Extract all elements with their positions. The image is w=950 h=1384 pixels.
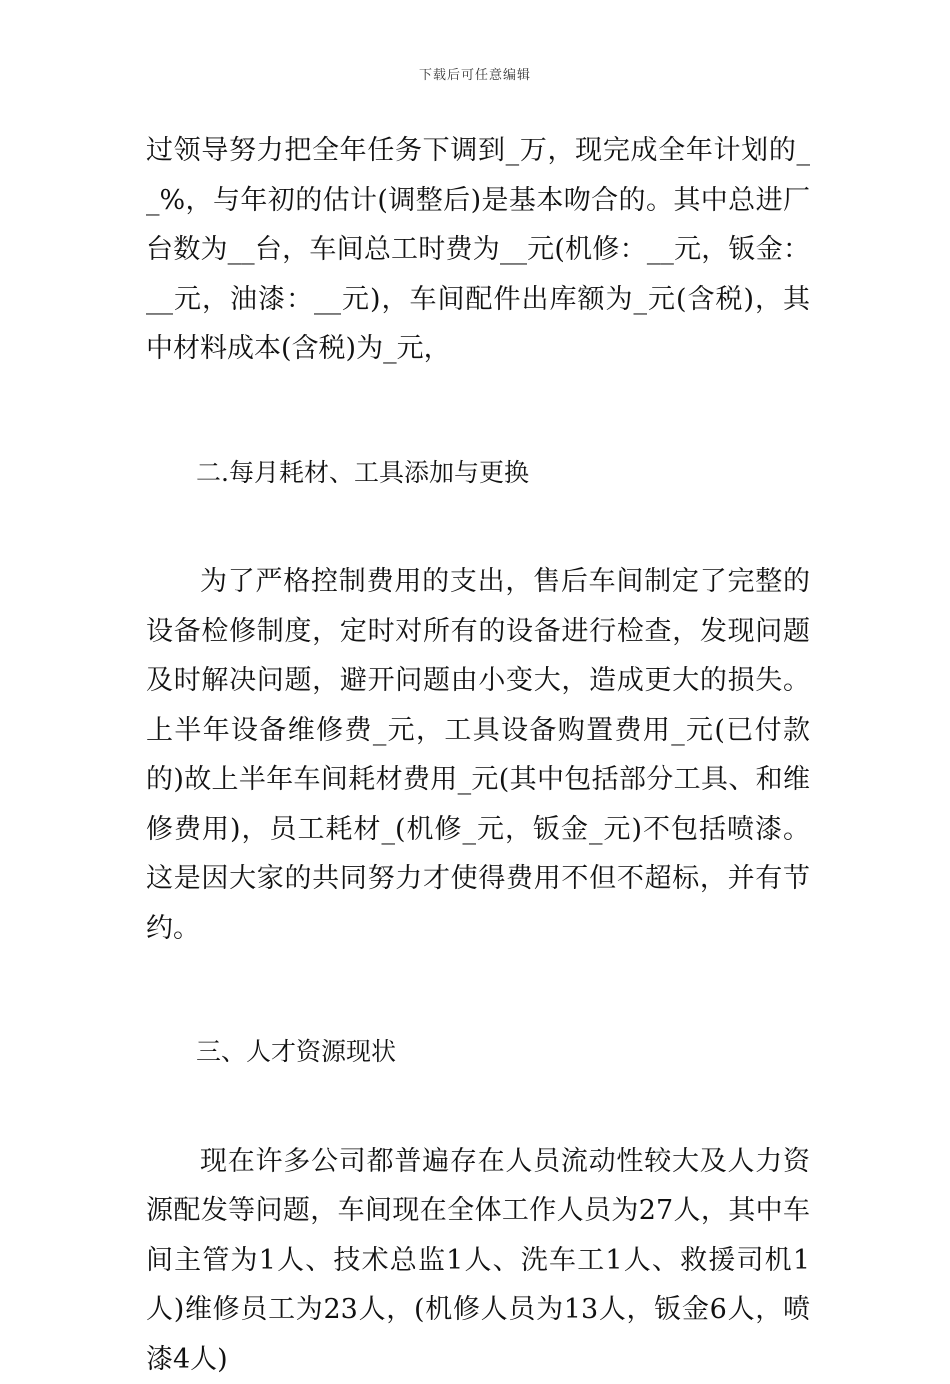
spacer xyxy=(146,1077,810,1137)
spacer xyxy=(146,497,810,557)
paragraph-consumables: 为了严格控制费用的支出，售后车间制定了完整的设备检修制度，定时对所有的设备进行检查，发现问题及时解决问题，避开问题由小变大，造成更大的损失。上半年设备维修费_元，工具设备购置费用_元(已付款的)故上半年车间耗材费用_元(其中包括部分工具、和维修费用)，员工耗材_(机修_元，钣金_元)不包括喷漆。这是因大家的共同努力才使得费用不但不超标，并有节约。 xyxy=(146,557,810,953)
paragraph-task-summary: 过领导努力把全年任务下调到_万，现完成全年计划的__%，与年初的估计(调整后)是基本吻合的。其中总进厂台数为__台，车间总工时费为__元(机修：__元，钣金：__元，油漆：__元)，车间配件出库额为_元(含税)，其中材料成本(含税)为_元， xyxy=(146,126,810,374)
section-heading-consumables: 二.每月耗材、工具添加与更换 xyxy=(146,448,810,498)
paragraph-talent: 现在许多公司都普遍存在人员流动性较大及人力资源配发等问题，车间现在全体工作人员为27人，其中车间主管为1人、技术总监1人、洗车工1人、救援司机1人)维修员工为23人，(机修人员为13人，钣金6人，喷漆4人) xyxy=(146,1137,810,1384)
page-header-note: 下载后可任意编辑 xyxy=(0,64,950,83)
spacer xyxy=(146,953,810,1027)
spacer xyxy=(146,374,810,448)
document-body xyxy=(146,126,810,1384)
section-heading-talent: 三、人才资源现状 xyxy=(146,1027,810,1077)
